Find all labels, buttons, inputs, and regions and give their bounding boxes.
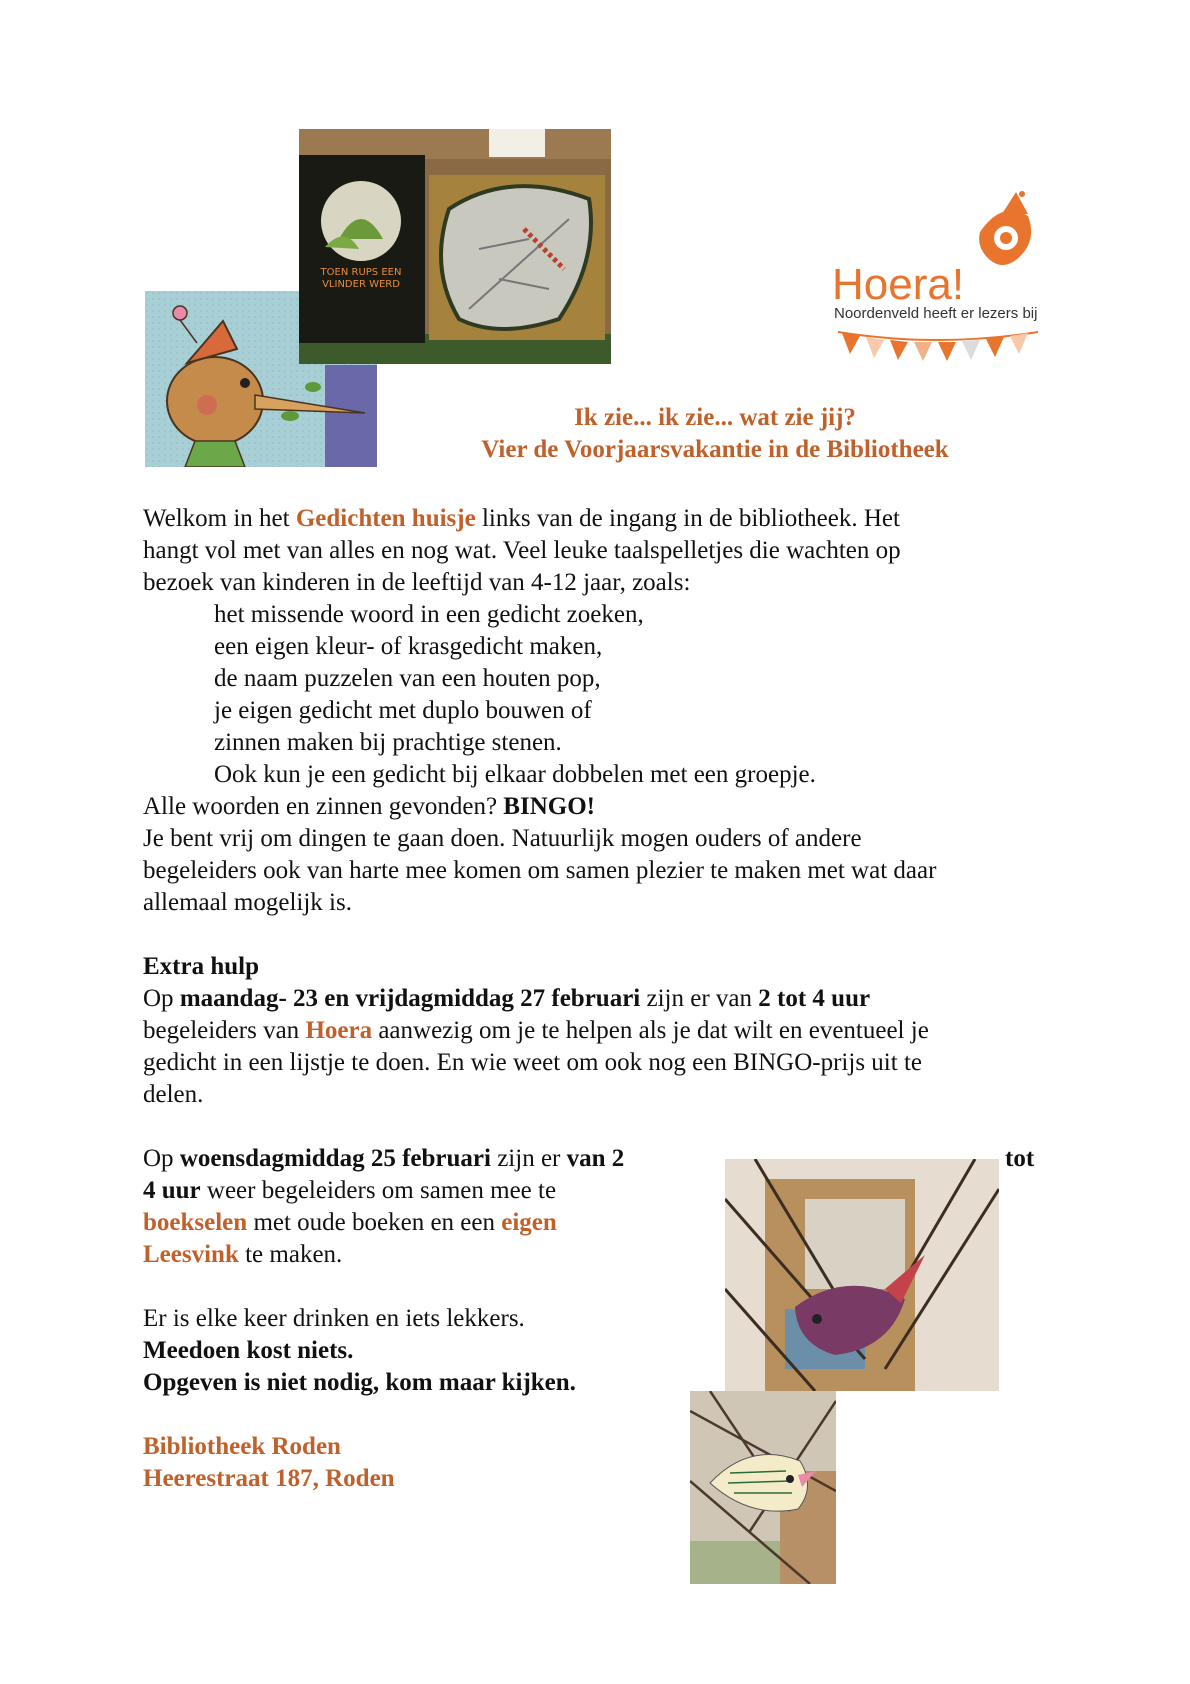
wed-line-2: 4 uur weer begeleiders om samen mee te [143, 1177, 557, 1204]
hoera-logo [832, 190, 1047, 365]
extra-line-4: delen. [143, 1081, 204, 1108]
list-item: zinnen maken bij prachtige stenen. [214, 729, 562, 756]
list-item: je eigen gedicht met duplo bouwen of [214, 697, 592, 724]
wed-line-3: boekselen met oude boeken en een eigen [143, 1209, 557, 1236]
hoera-word: Hoera [305, 1017, 373, 1044]
title-line-1: Ik zie... ik zie... wat zie jij? [574, 404, 856, 431]
extra-line-3: gedicht in een lijstje te doen. En wie weet om ook nog een BINGO-prijs uit te [143, 1049, 922, 1076]
extra-line-2: begeleiders van Hoera aanwezig om je te helpen als je dat wilt en eventueel je [143, 1017, 929, 1044]
paper-bird-icon [725, 1159, 999, 1391]
bingo-word: BINGO! [503, 793, 595, 820]
gedichten-huisje: Gedichten huisje [295, 505, 476, 532]
list-item: een eigen kleur- of krasgedicht maken, [214, 633, 603, 660]
free-line-3: allemaal mogelijk is. [143, 889, 352, 916]
logo-mascot-icon [972, 190, 1042, 272]
list-item: de naam puzzelen van een houten pop, [214, 665, 601, 692]
logo-word: Hoera! [832, 260, 965, 309]
book-cover-title-2: VLINDER WERD [322, 279, 400, 290]
bunting-icon [838, 328, 1038, 364]
logo-tagline: Noordenveld heeft er lezers bij [834, 305, 1038, 322]
paper-bird-image [725, 1159, 999, 1391]
wed-line-1-tot: tot [1005, 1145, 1035, 1172]
free-line-2: begeleiders ook van harte mee komen om samen plezier te maken met wat daar [143, 857, 937, 884]
wed-line-4: Leesvink te maken. [143, 1241, 343, 1268]
closing-line-1: Er is elke keer drinken en iets lekkers. [143, 1305, 525, 1332]
address-line-2: Heerestraat 187, Roden [143, 1465, 395, 1492]
extra-line-1: Op maandag- 23 en vrijdagmiddag 27 februari zijn er van 2 tot 4 uur [143, 985, 871, 1012]
wed-line-1: Op woensdagmiddag 25 februari zijn er van 2 [143, 1145, 625, 1172]
list-item: Ook kun je een gedicht bij elkaar dobbelen met een groepje. [214, 761, 816, 788]
list-item: het missende woord in een gedicht zoeken, [214, 601, 644, 628]
paper-fish-icon [690, 1391, 836, 1584]
closing-line-2: Meedoen kost niets. [143, 1337, 354, 1364]
bingo-line: Alle woorden en zinnen gevonden? BINGO! [143, 793, 595, 820]
intro-line-1: Welkom in het Gedichten huisje links van de ingang in de bibliotheek. Het [143, 505, 900, 532]
title-line-2: Vier de Voorjaarsvakantie in de Bibliotheek [481, 436, 949, 463]
paper-fish-image [690, 1391, 836, 1584]
book-display-icon [299, 129, 611, 364]
extra-heading: Extra hulp [143, 953, 260, 980]
closing-line-3: Opgeven is niet nodig, kom maar kijken. [143, 1369, 576, 1396]
address-line-1: Bibliotheek Roden [143, 1433, 341, 1460]
free-line-1: Je bent vrij om dingen te gaan doen. Natuurlijk mogen ouders of andere [143, 825, 862, 852]
book-cover-title-1: TOEN RUPS EEN [320, 267, 402, 278]
book-display-image [299, 129, 611, 364]
intro-line-2: hangt vol met van alles en nog wat. Veel leuke taalspelletjes die wachten op [143, 537, 901, 564]
intro-line-3: bezoek van kinderen in de leeftijd van 4-12 jaar, zoals: [143, 569, 691, 596]
